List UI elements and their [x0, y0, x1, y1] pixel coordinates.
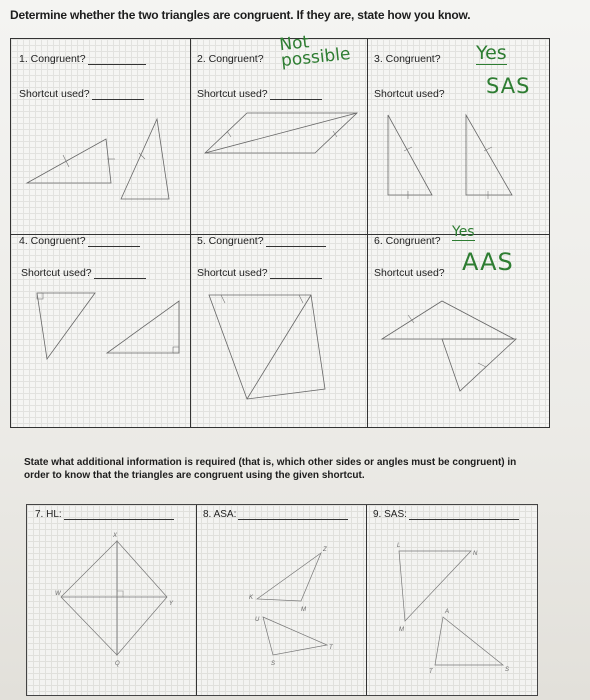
vertex-label: Y [169, 601, 174, 607]
vertex-label: T [429, 669, 433, 675]
cell-problem-7 [27, 505, 197, 695]
cell-problem-2 [191, 39, 368, 235]
triangle-figure-1 [11, 111, 191, 231]
handwritten-answer-6: Yes [452, 224, 475, 240]
vertex-label: W [55, 591, 61, 597]
shortcut-label-3: Shortcut used? [374, 88, 445, 100]
triangle-figure-6 [368, 293, 549, 423]
congruent-label-3: 3. Congruent? [374, 53, 441, 65]
vertex-label: S [505, 667, 510, 673]
vertex-label: S [271, 661, 276, 667]
shortcut-label-6: Shortcut used? [374, 267, 445, 279]
problem-grid-7-9 [26, 504, 538, 696]
cell-problem-9 [367, 505, 537, 695]
congruent-label-5: 5. Congruent? [197, 235, 326, 247]
vertex-label: X [113, 533, 118, 539]
triangle-figure-5 [191, 289, 368, 419]
vertex-label: L [397, 543, 401, 549]
vertex-label: A [445, 609, 450, 615]
shortcut-label-5: Shortcut used? [197, 267, 322, 279]
instructions-text: State what additional information is required (that is, which other sides or angles must be congruent) in order to know that the triangles are congruent using the given shortcut. [24, 457, 517, 481]
congruent-label-2: 2. Congruent? [197, 53, 264, 65]
vertex-label: Z [323, 547, 327, 553]
vertex-label: M [301, 607, 306, 613]
cell-problem-3 [368, 39, 549, 235]
vertex-label: Q [115, 661, 120, 667]
shortcut-label-1: Shortcut used? [19, 88, 144, 100]
asa-label-8: 8. ASA: [203, 509, 348, 520]
triangle-figure-8 [197, 525, 367, 695]
triangle-figure-2 [191, 107, 368, 227]
congruent-label-4: 4. Congruent? [19, 235, 140, 247]
vertex-label: N [473, 551, 478, 557]
shortcut-label-4: Shortcut used? [21, 267, 146, 279]
vertex-label: T [329, 645, 333, 651]
page-title: Determine whether the two triangles are congruent. If they are, state how you know. [10, 8, 471, 22]
sas-label-9: 9. SAS: [373, 509, 519, 520]
handwritten-shortcut-6: AAS [462, 248, 514, 276]
shortcut-label-2: Shortcut used? [197, 88, 322, 100]
cell-problem-5 [191, 235, 368, 427]
congruent-label-1: 1. Congruent? [19, 53, 146, 65]
congruent-label-6: 6. Congruent? [374, 235, 441, 247]
cell-problem-6 [368, 235, 549, 427]
handwritten-answer-2: Not possible [278, 32, 352, 72]
triangle-figure-4 [11, 287, 191, 407]
vertex-label: U [255, 617, 260, 623]
handwritten-answer-3: Yes [476, 42, 507, 64]
cell-problem-4 [11, 235, 191, 427]
cell-problem-8 [197, 505, 367, 695]
triangle-figure-3 [368, 111, 549, 241]
vertex-label: M [399, 627, 404, 633]
vertex-label: K [249, 595, 254, 601]
hl-label-7: 7. HL: [35, 509, 174, 520]
handwritten-shortcut-3: SAS [486, 74, 531, 98]
triangle-figure-7 [27, 525, 197, 695]
triangle-figure-9 [367, 525, 537, 695]
cell-problem-1 [11, 39, 191, 235]
